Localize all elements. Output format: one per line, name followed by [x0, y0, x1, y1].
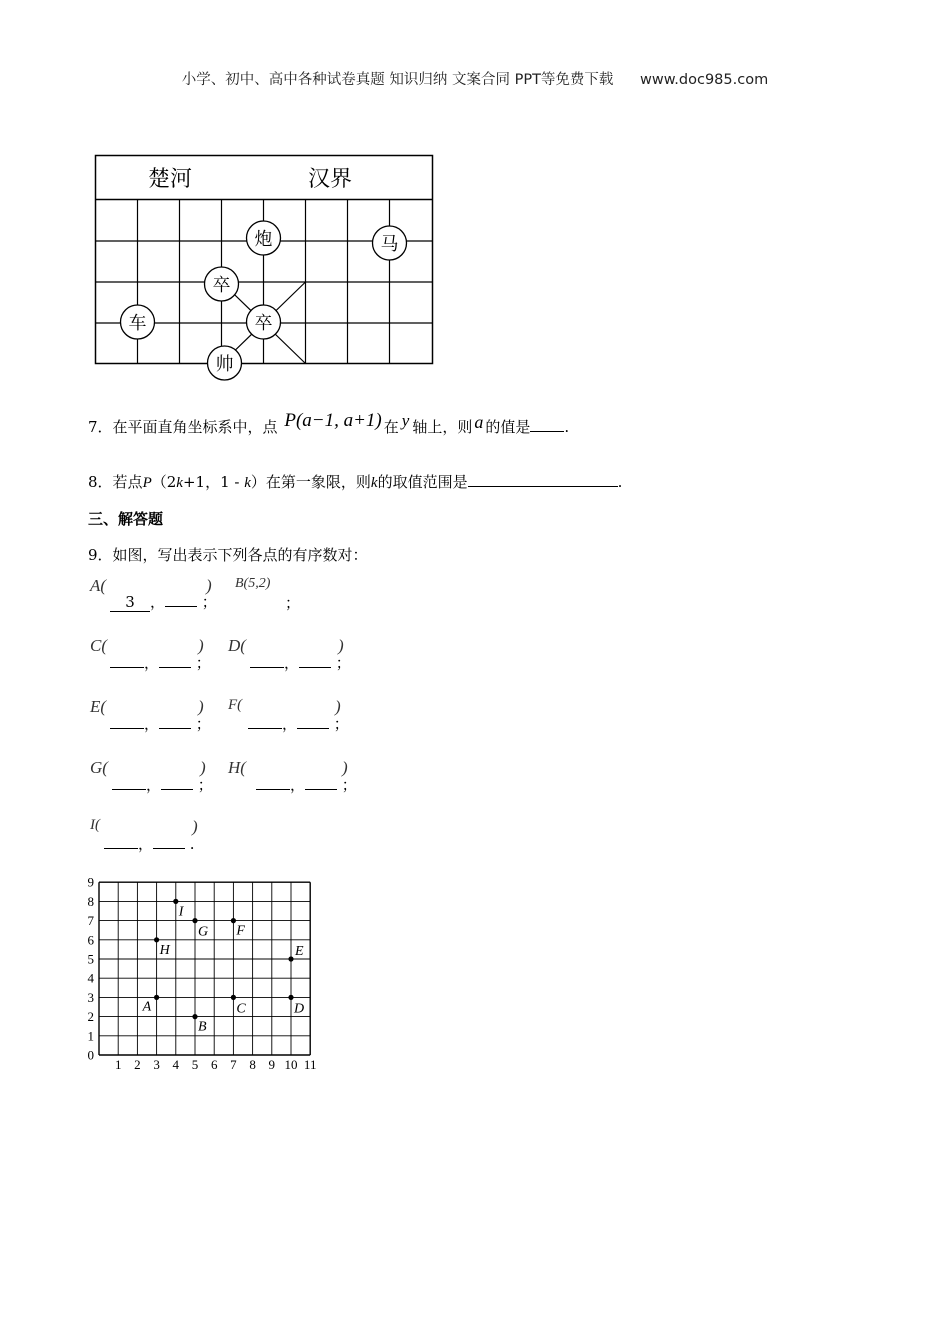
x-tick-label: 8 — [249, 1057, 256, 1072]
point-a — [154, 995, 159, 1000]
y-tick-label: 6 — [87, 932, 94, 948]
q8-answer-blank[interactable] — [468, 486, 618, 487]
answer-G: ， ； — [112, 774, 213, 795]
point-label-h: H — [159, 942, 170, 958]
x-tick-label: 6 — [210, 1057, 218, 1072]
grid-tick-labels — [88, 875, 317, 1072]
q7-text: 在平面直角坐标系中，点 — [112, 418, 278, 436]
y-tick-label: 5 — [87, 951, 94, 967]
x-tick-label: 7 — [230, 1057, 237, 1072]
point-label-f: F — [236, 923, 245, 939]
q7-var: a — [474, 412, 484, 432]
label-C: C( — [90, 636, 107, 655]
point-label-b: B — [198, 1019, 207, 1035]
point-f — [231, 918, 236, 923]
question-9 — [88, 544, 368, 565]
point-label-i: I — [178, 904, 184, 920]
answer-C: ， ； — [110, 652, 211, 673]
label-G: G( — [90, 758, 108, 777]
answer-I: ， . — [104, 833, 195, 854]
x-tick-label: 11 — [303, 1057, 317, 1072]
piece-shuai — [208, 346, 242, 380]
point-label-e: E — [295, 944, 304, 959]
answer-H: ， ； — [256, 774, 357, 795]
y-tick-label: 4 — [87, 970, 94, 986]
x-tick-label: 3 — [153, 1057, 160, 1072]
answer-F: ， ； — [248, 713, 349, 734]
coordinate-grid — [78, 872, 328, 1077]
label-B: B(5,2) — [235, 576, 271, 591]
river-left-label: 楚河 — [148, 167, 193, 192]
label-A: A( — [90, 576, 107, 595]
header-site: www.doc985.com — [640, 72, 769, 88]
label-D: D( — [228, 636, 246, 655]
x-tick-label: 4 — [172, 1057, 180, 1072]
point-h — [154, 937, 159, 942]
grid-points — [142, 899, 305, 1035]
point-label-g: G — [198, 924, 209, 940]
y-tick-label: 7 — [87, 913, 94, 929]
chessboard-figure — [90, 150, 440, 390]
section-heading: 三、解答题 — [88, 510, 164, 528]
y-tick-label: 9 — [87, 874, 94, 890]
x-tick-label: 5 — [191, 1057, 199, 1072]
label-H: H( — [228, 758, 246, 777]
svg-text:车: 车 — [128, 313, 147, 334]
answer-E: ， ； — [110, 713, 211, 734]
point-label-a: A — [142, 999, 152, 1015]
question-7: 7．在平面直角坐标系中，点 P(a−1, a+1) 在 y 轴上，则 a 的值是 . — [88, 410, 570, 436]
question-8: 8．若点P（2k+1，1 - k）在第一象限，则k的取值范围是 . — [88, 473, 623, 491]
y-tick-label: 2 — [87, 1009, 94, 1025]
label-F: F( — [228, 697, 243, 713]
y-tick-label: 1 — [87, 1028, 94, 1044]
piece-ma — [373, 226, 407, 260]
piece-zu-upper — [205, 267, 239, 301]
q7-answer-blank[interactable] — [530, 431, 564, 432]
header-text: 小学、初中、高中各种试卷真题 知识归纳 文案合同 PPT等免费下载 — [181, 72, 614, 88]
q7-formula: P(a−1, a+1) — [284, 410, 382, 431]
point-c — [231, 995, 236, 1000]
y-tick-label: 8 — [87, 893, 94, 909]
point-e — [288, 956, 293, 961]
piece-che — [121, 305, 155, 339]
answer-A-y[interactable] — [165, 606, 197, 607]
answer-A-x[interactable]: 3 — [110, 593, 150, 612]
svg-text:炮: 炮 — [254, 229, 273, 250]
svg-text:卒: 卒 — [212, 275, 231, 296]
y-tick-label: 0 — [87, 1047, 94, 1063]
svg-text:卒: 卒 — [254, 313, 273, 334]
label-I: I( — [90, 817, 100, 833]
label-E: E( — [90, 697, 107, 716]
point-d — [288, 995, 293, 1000]
x-tick-label: 2 — [134, 1057, 141, 1072]
page-header — [0, 68, 950, 89]
point-b — [192, 1014, 197, 1019]
point-label-d: D — [294, 1001, 305, 1017]
piece-pao — [247, 221, 281, 255]
svg-text:帅: 帅 — [215, 354, 234, 375]
q7-axis: y — [401, 411, 410, 430]
point-g — [192, 918, 197, 923]
y-tick-label: 3 — [87, 989, 94, 1005]
point-i — [173, 899, 178, 904]
river-right-label: 汉界 — [308, 167, 353, 192]
answer-D: ， ； — [250, 652, 351, 673]
answer-A: 3 ， ； — [110, 591, 217, 612]
x-tick-label: 10 — [284, 1057, 298, 1072]
point-label-c: C — [236, 1001, 246, 1017]
x-tick-label: 9 — [268, 1057, 276, 1072]
q7-number: 7． — [88, 418, 113, 436]
piece-zu-center — [247, 305, 281, 339]
q9-number: 9． — [88, 546, 113, 564]
q9-text: 如图，写出表示下列各点的有序数对： — [112, 546, 368, 564]
svg-text:马: 马 — [380, 234, 399, 255]
q8-number: 8． — [88, 473, 113, 491]
x-tick-label: 1 — [114, 1057, 122, 1072]
